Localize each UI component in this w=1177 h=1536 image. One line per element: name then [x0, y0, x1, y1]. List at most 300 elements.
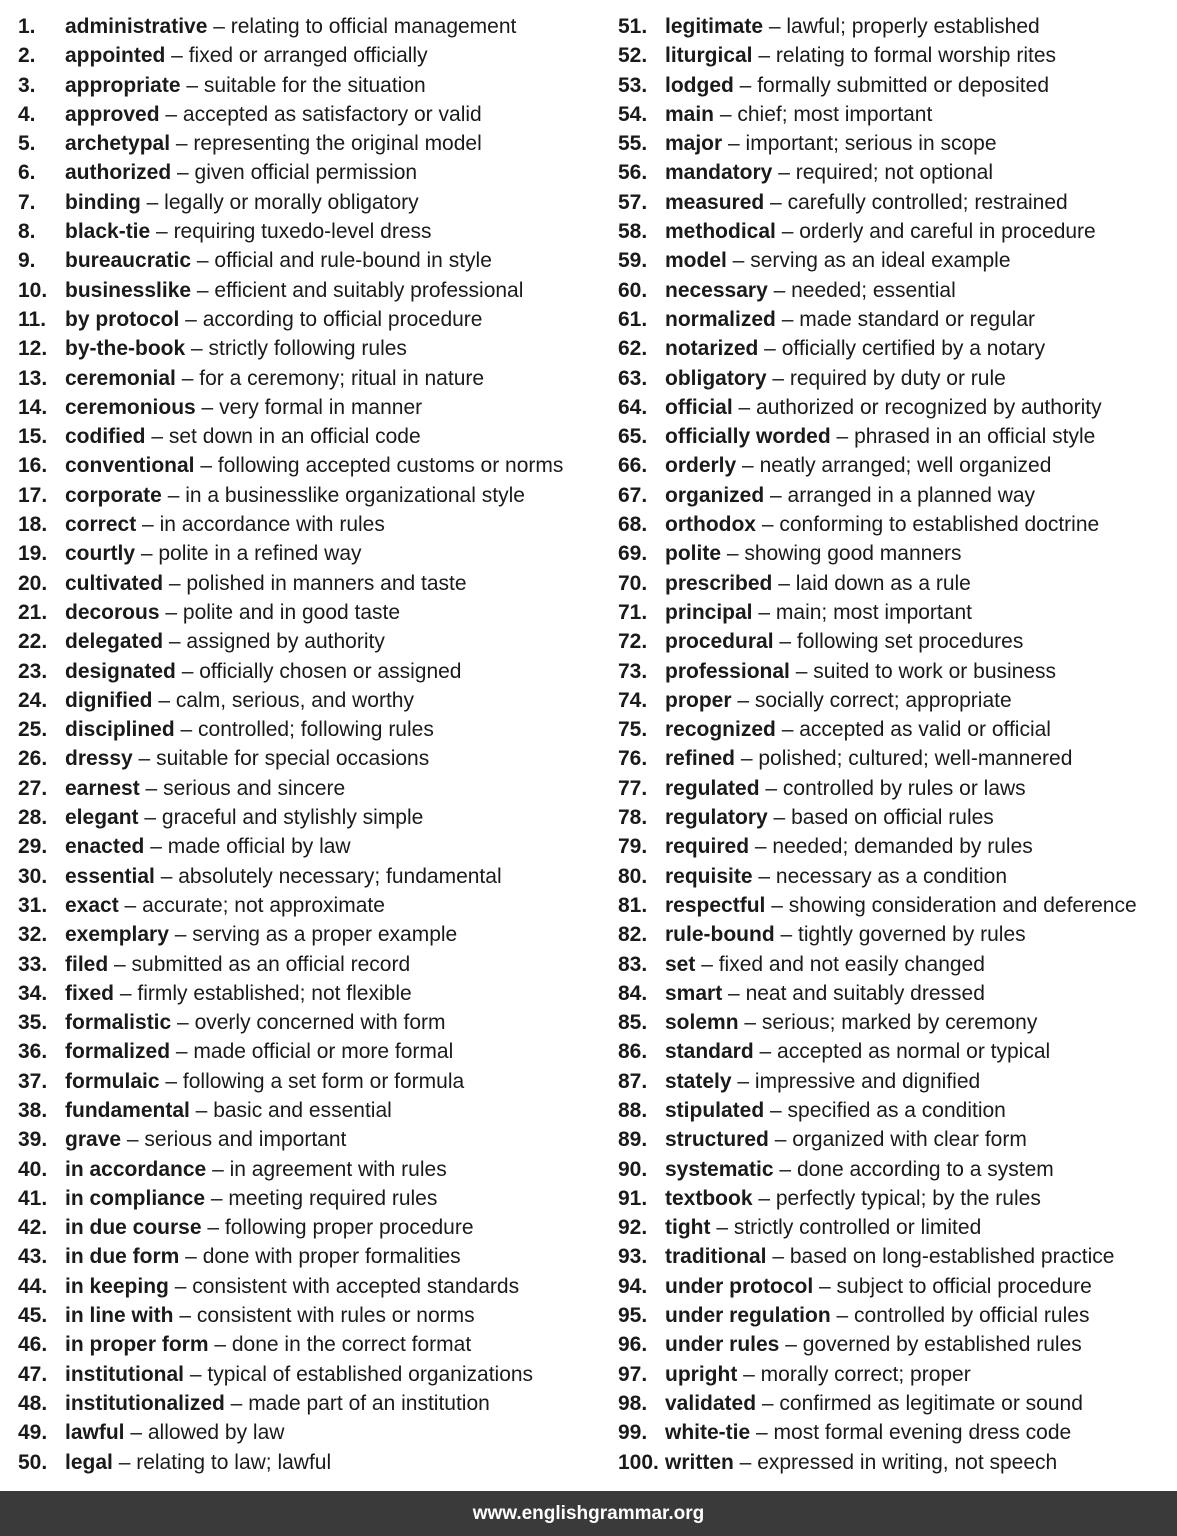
footer-website-text: www.englishgrammar.org [472, 1503, 705, 1524]
list-item [618, 715, 1173, 744]
list-item-separator: – [206, 1157, 230, 1181]
list-item-separator: – [755, 513, 780, 537]
list-item-number: 45. [18, 1304, 48, 1328]
list-item-separator: – [731, 688, 755, 712]
list-item-separator: – [112, 1450, 137, 1474]
list-item-entry [665, 598, 972, 627]
list-item-definition: set down in an official code [168, 425, 421, 449]
list-item-word: rule-bound [665, 923, 775, 947]
list-item-word: binding [65, 190, 141, 214]
list-item-word: written [665, 1450, 734, 1474]
list-item-number: 6. [18, 161, 36, 185]
list-item-number: 25. [18, 718, 48, 742]
list-item-separator: – [201, 1216, 225, 1240]
list-item-definition: accurate; not approximate [142, 893, 385, 917]
list-item-definition: made official by law [167, 835, 351, 859]
list-item-entry [665, 1389, 1083, 1418]
list-item-separator: – [726, 249, 751, 273]
list-item-number: 38. [18, 1098, 48, 1122]
list-item-entry [665, 1008, 1037, 1037]
list-item-entry [665, 276, 956, 305]
list-item-definition: required; not optional [795, 161, 994, 185]
list-item-number: 73. [618, 659, 648, 683]
list-item-separator: – [136, 513, 160, 537]
list-item-separator: – [767, 806, 792, 830]
list-item-word: upright [665, 1362, 738, 1386]
list-item-number: 13. [18, 366, 48, 390]
list-item-entry [65, 803, 423, 832]
list-item-word: notarized [665, 337, 759, 361]
list-item-number: 77. [618, 776, 648, 800]
list-item-entry [665, 1330, 1082, 1359]
list-item-entry [665, 41, 1056, 70]
list-item [618, 1242, 1173, 1271]
list-item-separator: – [168, 923, 193, 947]
list-item-definition: serious; marked by ceremony [761, 1011, 1038, 1035]
list-item-separator: – [144, 835, 168, 859]
list-item-word: tight [665, 1216, 711, 1240]
list-item [618, 1155, 1173, 1184]
list-item-word: structured [665, 1128, 769, 1152]
list-item-number: 4. [18, 102, 36, 126]
list-item-definition: fixed or arranged officially [188, 44, 428, 68]
list-item [18, 41, 603, 70]
list-item-separator: – [714, 102, 738, 126]
list-item-separator: – [180, 73, 204, 97]
list-item-entry [65, 1389, 490, 1418]
list-item-word: set [665, 952, 696, 976]
list-item-separator: – [135, 542, 159, 566]
list-item-separator: – [765, 893, 789, 917]
list-item-separator: – [174, 718, 199, 742]
list-item [18, 891, 603, 920]
list-item-number: 91. [618, 1186, 648, 1210]
list-item [18, 1448, 603, 1477]
list-item-definition: relating to law; lawful [136, 1450, 332, 1474]
list-item-number: 69. [618, 542, 648, 566]
list-item-number: 35. [18, 1011, 48, 1035]
list-item-number: 48. [18, 1391, 48, 1415]
list-item [18, 744, 603, 773]
list-item-separator: – [737, 1362, 761, 1386]
list-item-definition: official and rule-bound in style [214, 249, 492, 273]
list-item-separator: – [175, 366, 200, 390]
list-item-entry [665, 510, 1099, 539]
list-item-word: codified [65, 425, 146, 449]
list-item-definition: governed by established rules [802, 1333, 1082, 1357]
list-item-word: in line with [65, 1304, 174, 1328]
list-item-definition: showing consideration and deference [788, 893, 1137, 917]
list-item-separator: – [138, 806, 162, 830]
list-item-number: 37. [18, 1069, 48, 1093]
list-item [618, 1272, 1173, 1301]
list-item [18, 715, 603, 744]
list-item-definition: following a set form or formula [182, 1069, 465, 1093]
list-item [18, 627, 603, 656]
list-item-definition: typical of established organizations [207, 1362, 534, 1386]
list-item-word: main [665, 102, 715, 126]
list-item-definition: in a businesslike organizational style [185, 483, 525, 507]
list-item-word: textbook [665, 1186, 753, 1210]
list-item-entry [665, 334, 1045, 363]
list-item [18, 1389, 603, 1418]
list-item-definition: following proper procedure [224, 1216, 474, 1240]
list-item-separator: – [173, 1304, 197, 1328]
list-item-word: appointed [65, 44, 166, 68]
list-item-entry [65, 1330, 471, 1359]
list-item-entry [665, 1272, 1092, 1301]
list-item-entry [65, 862, 502, 891]
list-item-separator: – [773, 630, 797, 654]
list-item-definition: neatly arranged; well organized [759, 454, 1052, 478]
list-item [18, 1008, 603, 1037]
list-item-definition: expressed in writing, not speech [757, 1450, 1058, 1474]
list-item-word: normalized [665, 307, 776, 331]
list-item-number: 86. [618, 1040, 648, 1064]
list-item-word: formalized [65, 1040, 171, 1064]
list-item-definition: following accepted customs or norms [217, 454, 564, 478]
list-item-definition: assigned by authority [186, 630, 385, 654]
list-item-definition: firmly established; not flexible [137, 981, 412, 1005]
list-item-number: 24. [18, 688, 48, 712]
list-item-word: solemn [665, 1011, 739, 1035]
list-item-definition: required by duty or rule [789, 366, 1006, 390]
list-item-definition: most formal evening dress code [773, 1421, 1072, 1445]
list-item-definition: perfectly typical; by the rules [775, 1186, 1041, 1210]
list-item-number: 79. [618, 835, 648, 859]
list-item-number: 53. [618, 73, 648, 97]
list-item-definition: lawful; properly established [786, 15, 1040, 38]
list-item-separator: – [813, 1274, 837, 1298]
list-item-number: 80. [618, 864, 648, 888]
list-item-separator: – [758, 337, 782, 361]
list-item-word: dignified [65, 688, 153, 712]
list-item-word: proper [665, 688, 732, 712]
list-item-number: 95. [618, 1304, 648, 1328]
list-item [618, 891, 1173, 920]
list-item-separator: – [195, 395, 220, 419]
list-item-definition: serious and important [144, 1128, 347, 1152]
list-item-word: exemplary [65, 923, 169, 947]
list-item-definition: serious and sincere [163, 776, 346, 800]
list-item-word: necessary [665, 278, 768, 302]
list-item-separator: – [749, 835, 773, 859]
list-item-word: under regulation [665, 1304, 831, 1328]
list-item-entry [65, 1272, 519, 1301]
list-item-number: 84. [618, 981, 648, 1005]
list-item-entry [65, 920, 457, 949]
list-item-number: 21. [18, 600, 48, 624]
list-item-entry [65, 1184, 437, 1213]
list-item-entry [665, 71, 1049, 100]
list-item-definition: consistent with accepted standards [192, 1274, 520, 1298]
list-item-entry [665, 393, 1102, 422]
list-item-number: 97. [618, 1362, 648, 1386]
list-item-word: archetypal [65, 132, 171, 156]
list-item-word: model [665, 249, 727, 273]
list-item-entry [65, 188, 419, 217]
list-item-word: by-the-book [65, 337, 186, 361]
list-item-separator: – [789, 659, 814, 683]
list-item [618, 1360, 1173, 1389]
list-item [618, 1096, 1173, 1125]
list-item-word: correct [65, 513, 137, 537]
list-item-entry [665, 1067, 980, 1096]
list-item [618, 1418, 1173, 1447]
list-item [618, 774, 1173, 803]
list-item-entry [665, 569, 971, 598]
list-item [618, 158, 1173, 187]
list-item-definition: polished; cultured; well-mannered [758, 747, 1073, 771]
list-item [18, 481, 603, 510]
list-item-number: 51. [618, 15, 648, 38]
list-item-entry [665, 1184, 1041, 1213]
list-item-number: 15. [18, 425, 48, 449]
list-item-word: mandatory [665, 161, 773, 185]
list-item-number: 20. [18, 571, 48, 595]
list-item-definition: showing good manners [744, 542, 962, 566]
list-item-entry [65, 686, 414, 715]
list-item [618, 1184, 1173, 1213]
list-item-entry [65, 1125, 346, 1154]
list-item-definition: authorized or recognized by authority [756, 395, 1102, 419]
list-item-definition: requiring tuxedo-level dress [173, 220, 432, 244]
list-item [18, 71, 603, 100]
list-item-number: 93. [618, 1245, 648, 1269]
list-item [618, 569, 1173, 598]
list-item-entry [665, 1213, 981, 1242]
list-item-number: 100. [618, 1450, 659, 1474]
list-item [18, 657, 603, 686]
list-item-definition: suitable for the situation [203, 73, 426, 97]
list-item [18, 1213, 603, 1242]
list-item-definition: subject to official procedure [836, 1274, 1092, 1298]
list-item-entry [665, 539, 962, 568]
list-item-entry [65, 598, 400, 627]
list-item [18, 1418, 603, 1447]
list-item-number: 27. [18, 776, 48, 800]
list-item-number: 60. [618, 278, 648, 302]
list-item-definition: carefully controlled; restrained [787, 190, 1068, 214]
list-item [618, 246, 1173, 275]
list-item-word: formulaic [65, 1069, 160, 1093]
list-item [618, 686, 1173, 715]
list-item-word: prescribed [665, 571, 773, 595]
list-item-word: disciplined [65, 718, 175, 742]
list-item-entry [65, 1448, 331, 1477]
list-item [618, 627, 1173, 656]
list-item-word: stately [665, 1069, 732, 1093]
list-item-definition: based on official rules [791, 806, 994, 830]
list-item-entry [665, 100, 932, 129]
list-item-definition: polite and in good taste [182, 600, 401, 624]
list-item [618, 364, 1173, 393]
list-item-entry [665, 920, 1026, 949]
list-item-number: 33. [18, 952, 48, 976]
list-item-separator: – [752, 864, 776, 888]
list-item-separator: – [756, 1391, 780, 1415]
list-item-entry [65, 891, 385, 920]
list-item [618, 832, 1173, 861]
list-item-definition: following set procedures [796, 630, 1024, 654]
list-item-separator: – [114, 981, 138, 1005]
list-item-word: in keeping [65, 1274, 169, 1298]
list-item-separator: – [194, 454, 218, 478]
list-item-entry [665, 950, 985, 979]
list-item-word: under protocol [665, 1274, 814, 1298]
list-item [18, 364, 603, 393]
list-item-entry [65, 1213, 474, 1242]
list-item-entry [665, 891, 1137, 920]
list-item-separator: – [722, 132, 746, 156]
list-item-definition: efficient and suitably professional [214, 278, 524, 302]
list-item-word: ceremonial [65, 366, 176, 390]
list-item [18, 950, 603, 979]
list-item-entry [65, 217, 432, 246]
list-item [18, 862, 603, 891]
list-item-word: in proper form [65, 1333, 209, 1357]
list-item-definition: accepted as normal or typical [777, 1040, 1051, 1064]
list-item [618, 276, 1173, 305]
list-item-separator: – [733, 1450, 758, 1474]
list-item-separator: – [121, 1128, 145, 1152]
list-item-number: 83. [618, 952, 648, 976]
list-item-definition: arranged in a planned way [787, 483, 1036, 507]
list-item-separator: – [731, 1069, 755, 1093]
list-item-separator: – [185, 337, 209, 361]
list-item-number: 16. [18, 454, 48, 478]
list-item-word: validated [665, 1391, 757, 1415]
list-item-word: delegated [65, 630, 164, 654]
list-item-separator: – [773, 1157, 797, 1181]
list-item-number: 8. [18, 220, 36, 244]
list-item-word: in due form [65, 1245, 180, 1269]
list-item-number: 22. [18, 630, 48, 654]
list-item-entry [65, 1008, 446, 1037]
list-item-word: liturgical [665, 44, 753, 68]
list-item-separator: – [139, 776, 164, 800]
list-item-word: grave [65, 1128, 122, 1152]
list-item-definition: organized with clear form [792, 1128, 1027, 1152]
list-item-definition: neat and suitably dressed [745, 981, 985, 1005]
list-item-entry [65, 657, 461, 686]
list-item-separator: – [171, 1011, 195, 1035]
list-item-definition: representing the original model [193, 132, 482, 156]
list-item-number: 90. [618, 1157, 648, 1181]
list-item-separator: – [722, 981, 746, 1005]
list-item-number: 31. [18, 893, 48, 917]
list-item-word: approved [65, 102, 160, 126]
list-item-separator: – [184, 1362, 208, 1386]
list-item-definition: submitted as an official record [131, 952, 411, 976]
list-item-number: 10. [18, 278, 48, 302]
list-item-definition: fixed and not easily changed [718, 952, 985, 976]
list-item-separator: – [161, 483, 186, 507]
list-item-number: 72. [618, 630, 648, 654]
list-item-number: 99. [618, 1421, 648, 1445]
list-item-word: obligatory [665, 366, 767, 390]
list-item-definition: done according to a system [796, 1157, 1054, 1181]
list-item-entry [665, 364, 1006, 393]
list-item-definition: phrased in an official style [854, 425, 1096, 449]
list-item-word: in compliance [65, 1186, 206, 1210]
list-item-definition: done in the correct format [231, 1333, 472, 1357]
list-item-entry [665, 862, 1007, 891]
list-item-number: 71. [618, 600, 648, 624]
list-item-word: corporate [65, 483, 162, 507]
list-item-definition: made official or more formal [193, 1040, 454, 1064]
list-item-number: 92. [618, 1216, 648, 1240]
list-item-definition: for a ceremony; ritual in nature [199, 366, 485, 390]
list-item-word: dressy [65, 747, 133, 771]
list-item-number: 43. [18, 1245, 48, 1269]
list-item-word: institutionalized [65, 1391, 225, 1415]
list-item-definition: serving as an ideal example [750, 249, 1011, 273]
list-item-word: administrative [65, 15, 208, 38]
list-item-word: under rules [665, 1333, 780, 1357]
list-item [618, 100, 1173, 129]
list-item-number: 66. [618, 454, 648, 478]
list-item-definition: very formal in manner [219, 395, 423, 419]
list-item-separator: – [779, 1333, 803, 1357]
list-item-number: 36. [18, 1040, 48, 1064]
list-item-entry [665, 1242, 1114, 1271]
list-item-entry [665, 686, 1012, 715]
list-item [618, 41, 1173, 70]
list-item-word: standard [665, 1040, 754, 1064]
list-item-separator: – [772, 571, 796, 595]
list-item [618, 1125, 1173, 1154]
list-item [18, 1037, 603, 1066]
list-item-number: 14. [18, 395, 48, 419]
list-item-word: respectful [665, 893, 766, 917]
list-item [618, 510, 1173, 539]
list-item-definition: accepted as valid or official [799, 718, 1051, 742]
list-item-word: regulatory [665, 806, 768, 830]
list-item-definition: legally or morally obligatory [164, 190, 419, 214]
list-item-entry [665, 1360, 971, 1389]
list-item-separator: – [763, 15, 787, 38]
list-item [18, 1242, 603, 1271]
list-item-separator: – [775, 220, 800, 244]
list-item-number: 59. [618, 249, 648, 273]
list-item-word: fixed [65, 981, 115, 1005]
list-item-number: 58. [618, 220, 648, 244]
list-item-entry [665, 12, 1040, 41]
list-item-definition: specified as a condition [787, 1098, 1006, 1122]
list-item [18, 158, 603, 187]
list-item-word: officially worded [665, 425, 831, 449]
list-item-separator: – [145, 425, 169, 449]
list-item-definition: in accordance with rules [159, 513, 385, 537]
list-item-word: principal [665, 600, 753, 624]
list-item [618, 422, 1173, 451]
list-item-definition: needed; essential [791, 278, 956, 302]
list-item [18, 188, 603, 217]
list-item-separator: – [764, 1098, 788, 1122]
list-item [18, 1272, 603, 1301]
list-item-number: 41. [18, 1186, 48, 1210]
list-item-definition: made part of an institution [248, 1391, 490, 1415]
list-item-entry [665, 627, 1023, 656]
list-item-entry [665, 1301, 1089, 1330]
list-item-word: essential [65, 864, 155, 888]
list-item-number: 40. [18, 1157, 48, 1181]
list-item-number: 1. [18, 15, 36, 38]
list-item-word: orderly [665, 454, 737, 478]
list-item-word: decorous [65, 600, 160, 624]
list-item-separator: – [150, 220, 174, 244]
